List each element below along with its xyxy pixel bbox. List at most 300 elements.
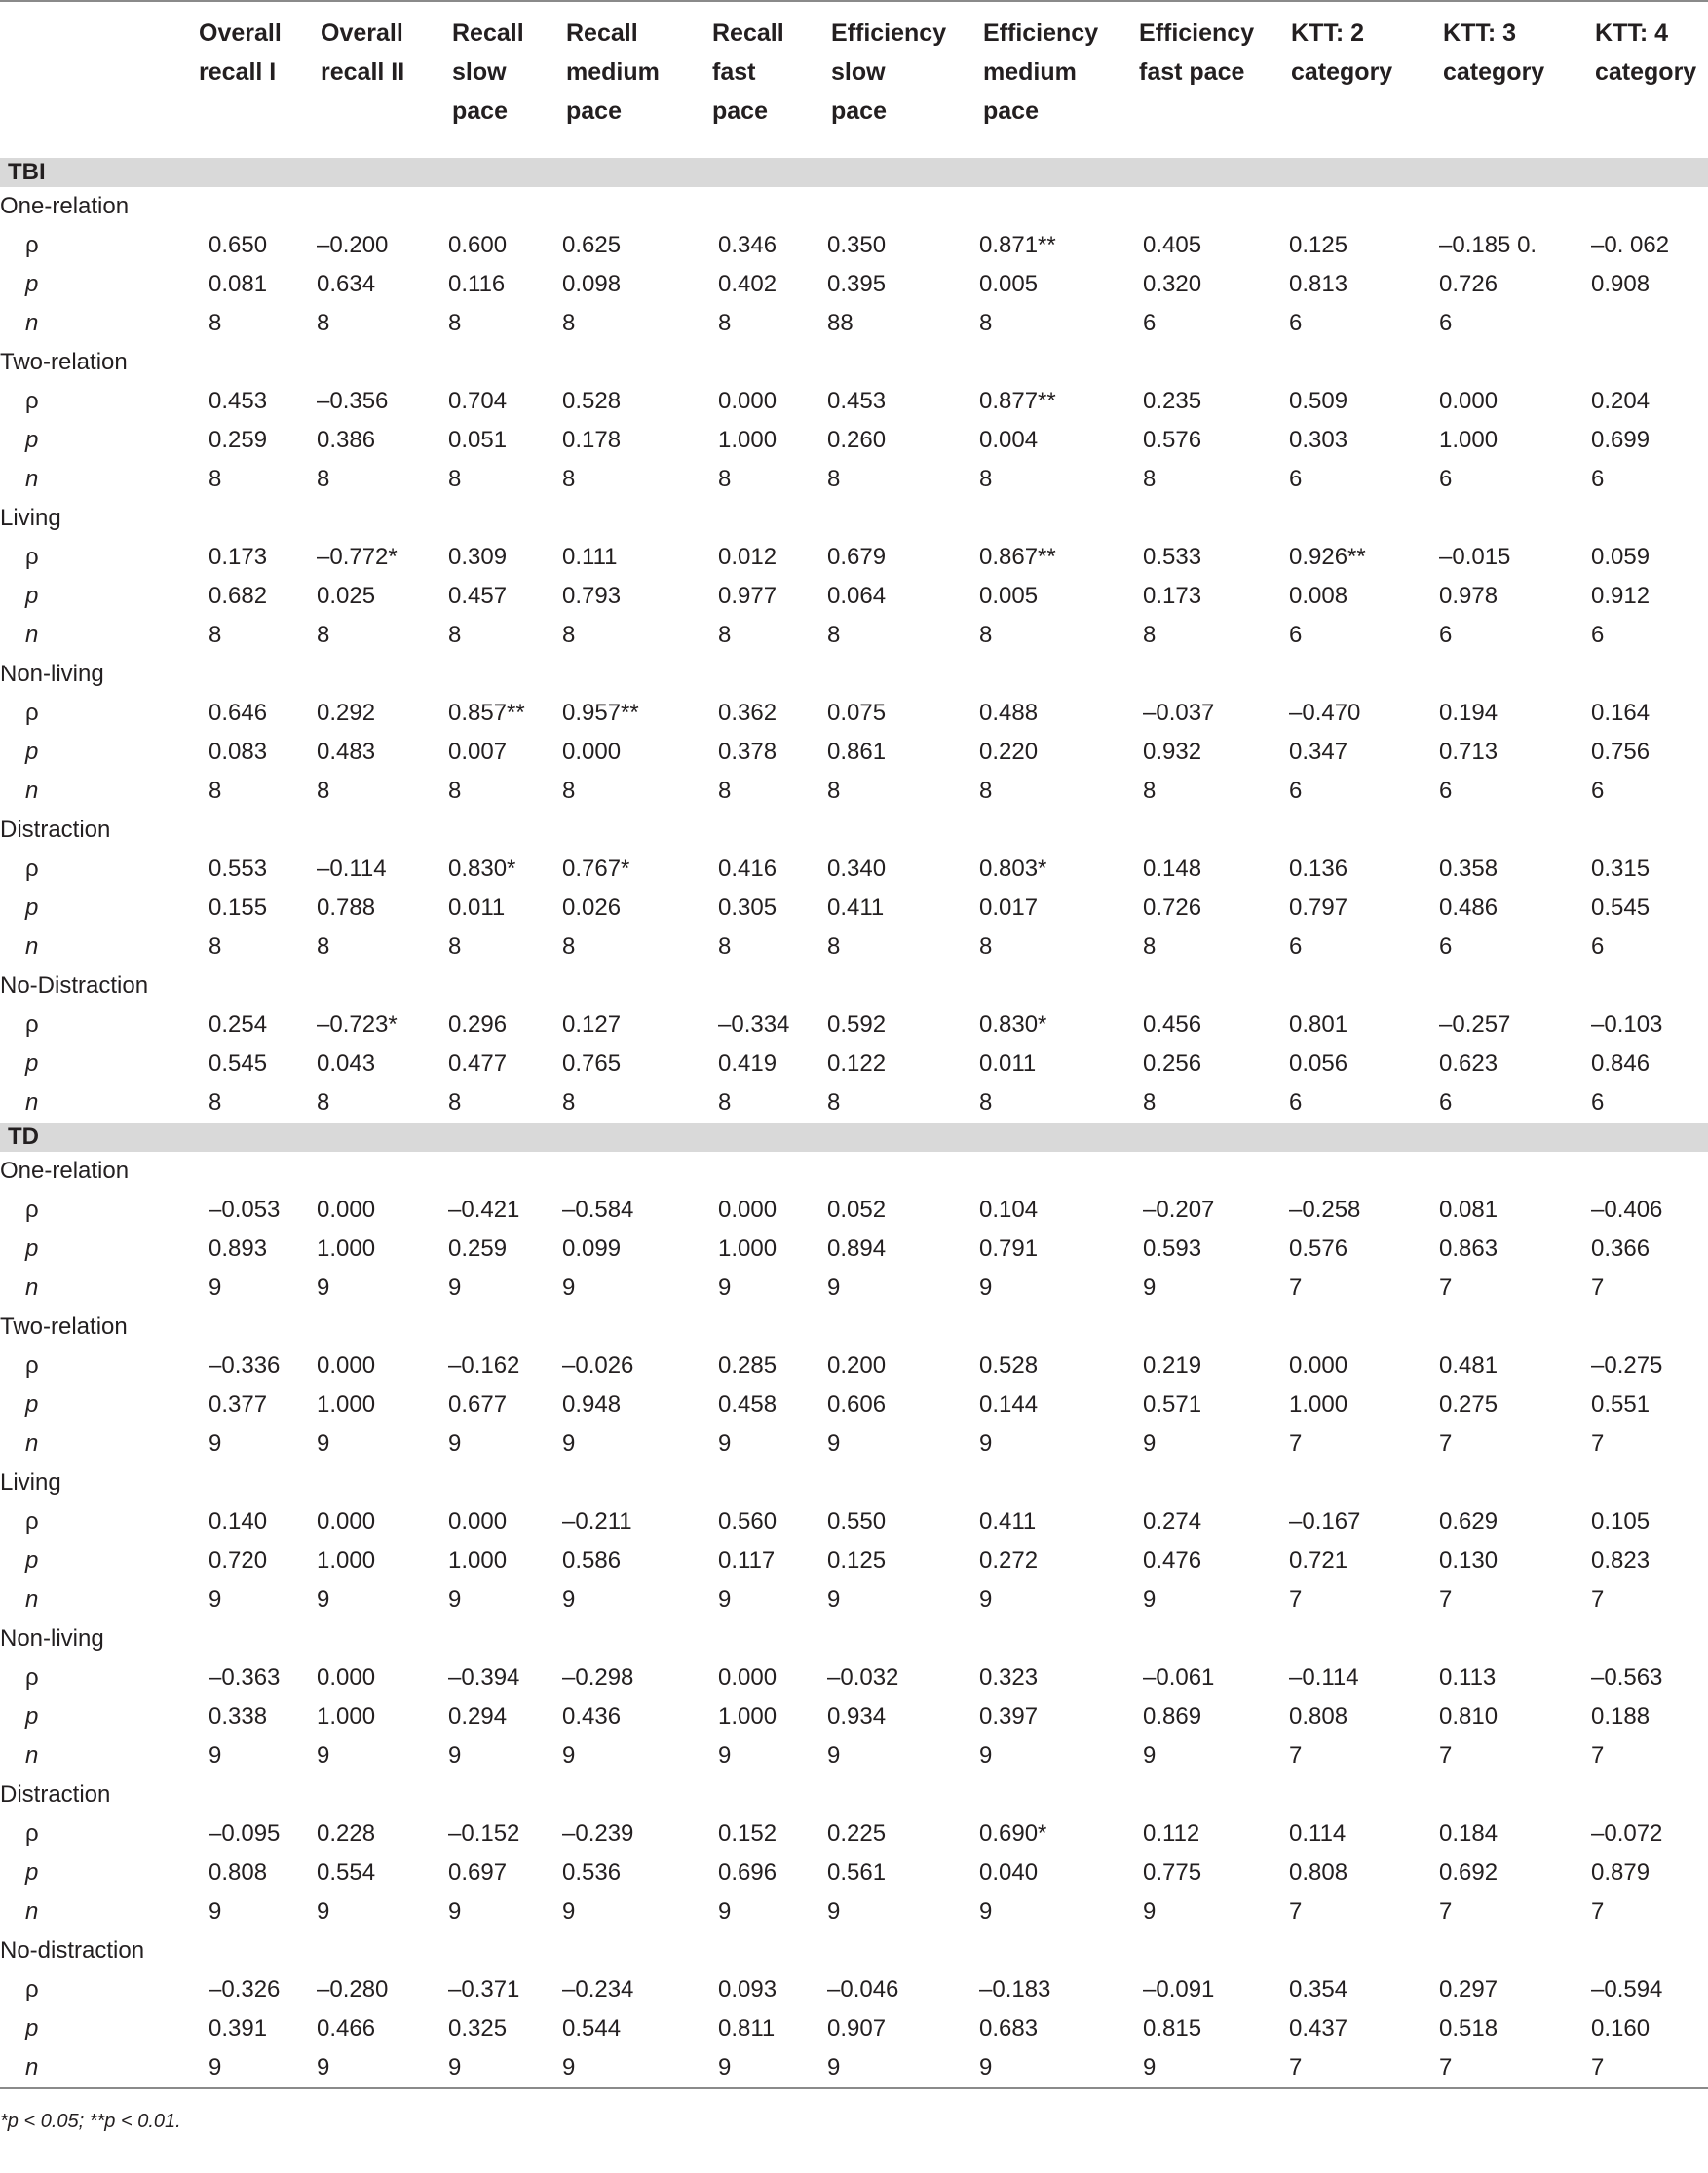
- table-cell: 0.011: [979, 1050, 1037, 1077]
- stat-label: [0, 1386, 185, 1425]
- table-cell: 0.059: [1591, 544, 1651, 570]
- stat-symbol: n: [25, 934, 39, 960]
- table-cell: 0.793: [562, 583, 622, 609]
- table-cell: 9: [718, 1898, 732, 1925]
- stat-symbol: ρ: [25, 1508, 39, 1535]
- table-cell: 8: [718, 622, 732, 648]
- stat-row: [0, 1736, 1708, 1775]
- table-cell: 0.296: [448, 1011, 508, 1038]
- stat-symbol: ρ: [25, 856, 39, 882]
- stat-label: [0, 1853, 185, 1892]
- stat-row: [0, 1658, 1708, 1697]
- table-cell: 0.323: [979, 1664, 1039, 1691]
- table-cell: 0.912: [1591, 583, 1651, 609]
- section-label: Non-living: [0, 1625, 104, 1652]
- stat-symbol: p: [25, 427, 39, 453]
- table-cell: 0.629: [1439, 1508, 1499, 1535]
- column-header-line: Recall: [566, 19, 638, 47]
- table-cell: 8: [718, 934, 732, 960]
- section-label: Living: [0, 505, 61, 531]
- table-cell: 9: [562, 1898, 576, 1925]
- table-cell: 8: [448, 1089, 462, 1116]
- table-cell: 7: [1439, 1586, 1453, 1613]
- table-cell: 0.040: [979, 1859, 1039, 1886]
- table-cell: 0.204: [1591, 388, 1651, 414]
- table-cell: 0.397: [979, 1703, 1039, 1730]
- table-cell: 0.488: [979, 700, 1039, 726]
- table-cell: 0.466: [317, 2015, 376, 2041]
- table-cell: 0.934: [827, 1703, 887, 1730]
- table-cell: 1.000: [1289, 1391, 1348, 1418]
- table-cell: 9: [562, 1430, 576, 1457]
- table-cell: 0.592: [827, 1011, 887, 1038]
- stat-row: [0, 1006, 1708, 1045]
- table-cell: 0.391: [209, 2015, 268, 2041]
- column-header: [699, 1, 817, 151]
- table-cell: 0.830*: [979, 1011, 1047, 1038]
- table-cell: 0.275: [1439, 1391, 1499, 1418]
- section-label: No-Distraction: [0, 972, 149, 999]
- stat-symbol: n: [25, 1430, 39, 1457]
- section-label: Living: [0, 1469, 61, 1496]
- stat-label: [0, 1006, 185, 1045]
- section-label: Distraction: [0, 1781, 111, 1808]
- column-header-line: Overall: [321, 19, 403, 47]
- group-label: TBI: [0, 151, 1708, 187]
- stat-symbol: ρ: [25, 1664, 39, 1691]
- table-cell: 7: [1591, 1898, 1605, 1925]
- stat-row: [0, 928, 1708, 967]
- column-header-line: Efficiency: [831, 19, 947, 47]
- table-cell: 0.550: [827, 1508, 887, 1535]
- table-cell: 9: [1143, 1586, 1157, 1613]
- table-cell: 9: [209, 1430, 222, 1457]
- table-cell: 9: [718, 1586, 732, 1613]
- table-cell: 0.254: [209, 1011, 268, 1038]
- table-cell: 0.775: [1143, 1859, 1202, 1886]
- table-cell: 0.000: [562, 739, 622, 765]
- table-cell: 0.111: [562, 544, 618, 570]
- table-cell: –0.037: [1143, 700, 1215, 726]
- table-cell: 0.294: [448, 1703, 508, 1730]
- table-cell: –0.406: [1591, 1197, 1663, 1223]
- stat-label: [0, 1970, 185, 2009]
- table-cell: 6: [1439, 1089, 1453, 1116]
- column-header-line: medium: [566, 58, 660, 86]
- stat-symbol: ρ: [25, 388, 39, 414]
- table-cell: 0.000: [317, 1197, 376, 1223]
- table-cell: 9: [317, 1898, 330, 1925]
- table-cell: 0.810: [1439, 1703, 1499, 1730]
- column-header: [969, 1, 1125, 151]
- table-cell: 9: [1143, 1275, 1157, 1301]
- table-cell: –0.257: [1439, 1011, 1511, 1038]
- table-cell: –0.258: [1289, 1197, 1361, 1223]
- table-cell: 0.164: [1591, 700, 1651, 726]
- table-cell: 0.354: [1289, 1976, 1348, 2002]
- table-cell: 0.405: [1143, 232, 1202, 258]
- table-cell: 1.000: [718, 427, 778, 453]
- table-cell: 7: [1289, 1898, 1303, 1925]
- table-cell: 0.553: [209, 856, 268, 882]
- stat-symbol: p: [25, 1703, 39, 1730]
- table-cell: 0.721: [1289, 1547, 1348, 1574]
- table-cell: 9: [979, 1275, 993, 1301]
- stat-row: [0, 1853, 1708, 1892]
- column-header-line: Overall: [199, 19, 282, 47]
- table-cell: 0.932: [1143, 739, 1202, 765]
- table-cell: 0.476: [1143, 1547, 1202, 1574]
- column-header-line: slow: [452, 58, 507, 86]
- table-cell: 0.419: [718, 1050, 778, 1077]
- table-cell: 0.004: [979, 427, 1039, 453]
- stat-row: [0, 577, 1708, 616]
- table-cell: 7: [1439, 1898, 1453, 1925]
- table-cell: 0.879: [1591, 1859, 1651, 1886]
- table-cell: 0.000: [718, 1197, 778, 1223]
- table-cell: [1581, 304, 1708, 343]
- table-cell: 0.378: [718, 739, 778, 765]
- table-cell: 0.823: [1591, 1547, 1651, 1574]
- table-cell: 0.726: [1143, 895, 1202, 921]
- table-cell: –0.200: [317, 232, 389, 258]
- table-cell: 0.008: [1289, 583, 1348, 609]
- table-cell: 8: [1143, 466, 1157, 492]
- table-cell: 0.436: [562, 1703, 622, 1730]
- table-body: [0, 151, 1708, 2088]
- table-cell: –0.183: [979, 1976, 1051, 2002]
- stat-row: [0, 265, 1708, 304]
- table-cell: –0.234: [562, 1976, 634, 2002]
- table-cell: 0.453: [827, 388, 887, 414]
- table-cell: 0.178: [562, 427, 622, 453]
- group-label: TD: [0, 1123, 1708, 1152]
- table-cell: 9: [1143, 1430, 1157, 1457]
- table-cell: 88: [827, 310, 854, 336]
- table-cell: 9: [562, 1742, 576, 1769]
- table-cell: 0.677: [448, 1391, 508, 1418]
- table-cell: –0.421: [448, 1197, 520, 1223]
- table-cell: 9: [718, 1430, 732, 1457]
- stat-row: [0, 1503, 1708, 1542]
- table-cell: 0.259: [209, 427, 268, 453]
- group-row: [0, 151, 1708, 187]
- table-cell: 6: [1591, 934, 1605, 960]
- table-cell: –0.470: [1289, 700, 1361, 726]
- stat-label: [0, 1736, 185, 1775]
- table-cell: 0.285: [718, 1353, 778, 1379]
- stat-row: [0, 304, 1708, 343]
- table-cell: 0.346: [718, 232, 778, 258]
- table-cell: 0.104: [979, 1197, 1039, 1223]
- table-cell: 0.699: [1591, 427, 1651, 453]
- table-cell: 0.808: [1289, 1703, 1348, 1730]
- table-cell: 6: [1439, 622, 1453, 648]
- table-cell: 7: [1591, 1275, 1605, 1301]
- table-cell: 0.099: [562, 1236, 622, 1262]
- stat-row: [0, 2009, 1708, 2048]
- column-header-line: Efficiency: [983, 19, 1099, 47]
- table-cell: 9: [317, 1430, 330, 1457]
- table-cell: 0.127: [562, 1011, 622, 1038]
- table-cell: 0.458: [718, 1391, 778, 1418]
- column-header-line: category: [1443, 58, 1545, 86]
- table-cell: –0.114: [317, 856, 387, 882]
- table-cell: 8: [1143, 622, 1157, 648]
- table-cell: 0.000: [718, 1664, 778, 1691]
- table-cell: 0.362: [718, 700, 778, 726]
- table-cell: 0.679: [827, 544, 887, 570]
- table-cell: 0.713: [1439, 739, 1499, 765]
- section-row: [0, 811, 1708, 850]
- column-header-line: Recall: [452, 19, 524, 47]
- stat-symbol: p: [25, 1391, 39, 1418]
- table-cell: 0.846: [1591, 1050, 1651, 1077]
- stat-row: [0, 1386, 1708, 1425]
- section-label: One-relation: [0, 193, 130, 219]
- table-cell: 0.486: [1439, 895, 1499, 921]
- stat-symbol: n: [25, 1089, 39, 1116]
- stat-row: [0, 1347, 1708, 1386]
- table-cell: 0.155: [209, 895, 268, 921]
- table-cell: 8: [718, 1089, 732, 1116]
- table-cell: 0.926**: [1289, 544, 1366, 570]
- stat-symbol: ρ: [25, 1197, 39, 1223]
- table-cell: 7: [1429, 2048, 1581, 2088]
- table-cell: 0.056: [1289, 1050, 1348, 1077]
- table-cell: 8: [979, 934, 993, 960]
- table-cell: 0.007: [448, 739, 508, 765]
- table-cell: 0.726: [1439, 271, 1499, 297]
- table-cell: 0.093: [718, 1976, 778, 2002]
- table-cell: 6: [1591, 466, 1605, 492]
- table-cell: 0.000: [1439, 388, 1499, 414]
- table-cell: 0.051: [448, 427, 508, 453]
- table-cell: 8: [562, 310, 576, 336]
- table-cell: 0.756: [1591, 739, 1651, 765]
- stat-symbol: ρ: [25, 1353, 39, 1379]
- table-cell: 0.416: [718, 856, 778, 882]
- table-cell: 0.797: [1289, 895, 1348, 921]
- table-cell: 0.765: [562, 1050, 622, 1077]
- section-row: [0, 343, 1708, 382]
- table-cell: 0.338: [209, 1703, 268, 1730]
- table-cell: 1.000: [317, 1547, 376, 1574]
- table-cell: –0.032: [827, 1664, 899, 1691]
- table-cell: –0.298: [562, 1664, 634, 1691]
- table-cell: 6: [1289, 1089, 1303, 1116]
- table-cell: 0.457: [448, 583, 508, 609]
- stat-label: [0, 889, 185, 928]
- table-cell: 0.011: [448, 895, 506, 921]
- table-cell: 7: [1439, 1742, 1453, 1769]
- table-cell: 6: [1439, 466, 1453, 492]
- header-blank-cell: [0, 1, 185, 151]
- table-cell: –0.584: [562, 1197, 634, 1223]
- table-cell: 9: [209, 1586, 222, 1613]
- table-cell: 6: [1439, 778, 1453, 804]
- table-cell: 0.083: [209, 739, 268, 765]
- table-cell: –0.095: [209, 1820, 281, 1847]
- table-cell: –0.061: [1143, 1664, 1215, 1691]
- table-cell: –0.723*: [317, 1011, 398, 1038]
- table-cell: 0.136: [1289, 856, 1348, 882]
- column-header-line: slow: [831, 58, 886, 86]
- column-header-line: Recall: [712, 19, 784, 47]
- table-cell: 0.303: [1289, 427, 1348, 453]
- table-cell: 0.309: [448, 544, 508, 570]
- column-header-line: fast: [712, 58, 756, 86]
- stat-symbol: p: [25, 271, 39, 297]
- stat-row: [0, 1892, 1708, 1931]
- table-cell: 0.813: [1289, 271, 1348, 297]
- table-cell: 7: [1591, 1430, 1605, 1457]
- table-cell: 9: [979, 1586, 993, 1613]
- table-cell: 8: [1143, 1089, 1157, 1116]
- stat-label: [0, 577, 185, 616]
- table-cell: 6: [1439, 934, 1453, 960]
- column-header: [817, 1, 969, 151]
- table-cell: 8: [827, 1089, 841, 1116]
- table-cell: –0.072: [1591, 1820, 1663, 1847]
- table-cell: 8: [718, 778, 732, 804]
- table-cell: 9: [448, 1586, 462, 1613]
- table-cell: –0.363: [209, 1664, 281, 1691]
- column-header: [438, 1, 552, 151]
- table-cell: 0.228: [317, 1820, 376, 1847]
- table-cell: –0.356: [317, 388, 389, 414]
- table-cell: 0.957**: [562, 700, 639, 726]
- table-cell: 8: [979, 778, 993, 804]
- table-cell: 0.105: [1591, 1508, 1651, 1535]
- table-cell: 9: [827, 1898, 841, 1925]
- table-cell: 0.571: [1143, 1391, 1202, 1418]
- table-cell: 0.533: [1143, 544, 1202, 570]
- table-cell: 8: [317, 1089, 330, 1116]
- table-cell: 0.026: [562, 895, 622, 921]
- table-cell: –0.280: [317, 1976, 389, 2002]
- table-cell: 0.977: [718, 583, 778, 609]
- table-cell: 7: [1581, 2048, 1708, 2088]
- table-cell: –0.152: [448, 1820, 520, 1847]
- stat-label: [0, 1230, 185, 1269]
- table-cell: –0.563: [1591, 1664, 1663, 1691]
- table-cell: 0.908: [1591, 271, 1651, 297]
- stat-label: [0, 772, 185, 811]
- table-cell: –0.053: [209, 1197, 281, 1223]
- table-cell: 0.593: [1143, 1236, 1202, 1262]
- table-cell: –0. 062: [1591, 232, 1670, 258]
- table-cell: 0.544: [562, 2015, 622, 2041]
- section-label: One-relation: [0, 1158, 130, 1184]
- table-cell: 0.477: [448, 1050, 508, 1077]
- table-cell: 9: [718, 1742, 732, 1769]
- table-cell: 0.600: [448, 232, 508, 258]
- stat-label: [0, 1814, 185, 1853]
- table-cell: 0.453: [209, 388, 268, 414]
- table-cell: 8: [827, 466, 841, 492]
- table-cell: 0.867**: [979, 544, 1056, 570]
- stat-label: [0, 928, 185, 967]
- stat-label: [0, 616, 185, 655]
- table-cell: 0.402: [718, 271, 778, 297]
- table-cell: 8: [209, 622, 222, 648]
- section-label: Two-relation: [0, 1314, 128, 1340]
- table-cell: 0.114: [1289, 1820, 1347, 1847]
- table-cell: 0.560: [718, 1508, 778, 1535]
- table-cell: 1.000: [718, 1703, 778, 1730]
- table-cell: 6: [1289, 934, 1303, 960]
- table-cell: 8: [562, 1089, 576, 1116]
- table-cell: 0.830*: [448, 856, 516, 882]
- stat-row: [0, 1970, 1708, 2009]
- table-cell: 9: [209, 1742, 222, 1769]
- table-cell: 0.117: [718, 1547, 776, 1574]
- table-cell: 8: [562, 934, 576, 960]
- table-cell: 0.509: [1289, 388, 1348, 414]
- table-cell: 0.545: [209, 1050, 268, 1077]
- table-cell: 0.173: [209, 544, 268, 570]
- table-cell: 0.808: [209, 1859, 268, 1886]
- stat-symbol: n: [25, 1275, 39, 1301]
- section-label: No-distraction: [0, 1937, 145, 1963]
- table-cell: 0.907: [827, 2015, 887, 2041]
- table-cell: 0.518: [1439, 2015, 1499, 2041]
- table-cell: 0.225: [827, 1820, 887, 1847]
- table-cell: 0.948: [562, 1391, 622, 1418]
- table-cell: 0.893: [209, 1236, 268, 1262]
- table-cell: –0.207: [1143, 1197, 1215, 1223]
- stat-label: [0, 2009, 185, 2048]
- stat-symbol: ρ: [25, 1820, 39, 1847]
- stat-symbol: ρ: [25, 232, 39, 258]
- table-cell: 8: [448, 622, 462, 648]
- table-cell: 6: [1289, 778, 1303, 804]
- table-cell: 0.144: [979, 1391, 1039, 1418]
- column-header-line: category: [1595, 58, 1697, 86]
- table-cell: 9: [438, 2048, 552, 2088]
- table-cell: 0.081: [209, 271, 268, 297]
- table-cell: 8: [448, 310, 462, 336]
- table-cell: 8: [1143, 934, 1157, 960]
- footnote: *p < 0.05; **p < 0.01.: [0, 2110, 181, 2132]
- table-cell: 9: [185, 2048, 307, 2088]
- table-cell: 0.877**: [979, 388, 1056, 414]
- table-cell: 0.125: [1289, 232, 1348, 258]
- table-cell: 0.803*: [979, 856, 1047, 882]
- table-cell: –0.239: [562, 1820, 634, 1847]
- table-cell: –0.334: [718, 1011, 790, 1038]
- table-cell: –0.185 0.: [1439, 232, 1537, 258]
- column-header-line: recall II: [321, 58, 405, 86]
- section-row: [0, 967, 1708, 1006]
- table-cell: 0.811: [718, 2015, 776, 2041]
- stat-label: [0, 382, 185, 421]
- table-cell: 0.000: [317, 1353, 376, 1379]
- stat-row: [0, 889, 1708, 928]
- table-cell: 0.808: [1289, 1859, 1348, 1886]
- table-cell: 0.064: [827, 583, 887, 609]
- table-cell: 8: [317, 934, 330, 960]
- stat-label: [0, 1697, 185, 1736]
- table-cell: 8: [827, 622, 841, 648]
- table-cell: 9: [827, 1430, 841, 1457]
- table-cell: 6: [1591, 1089, 1605, 1116]
- stat-label: [0, 1581, 185, 1620]
- table-cell: 8: [317, 622, 330, 648]
- table-cell: 0.113: [1439, 1664, 1497, 1691]
- table-cell: –0.371: [448, 1976, 520, 2002]
